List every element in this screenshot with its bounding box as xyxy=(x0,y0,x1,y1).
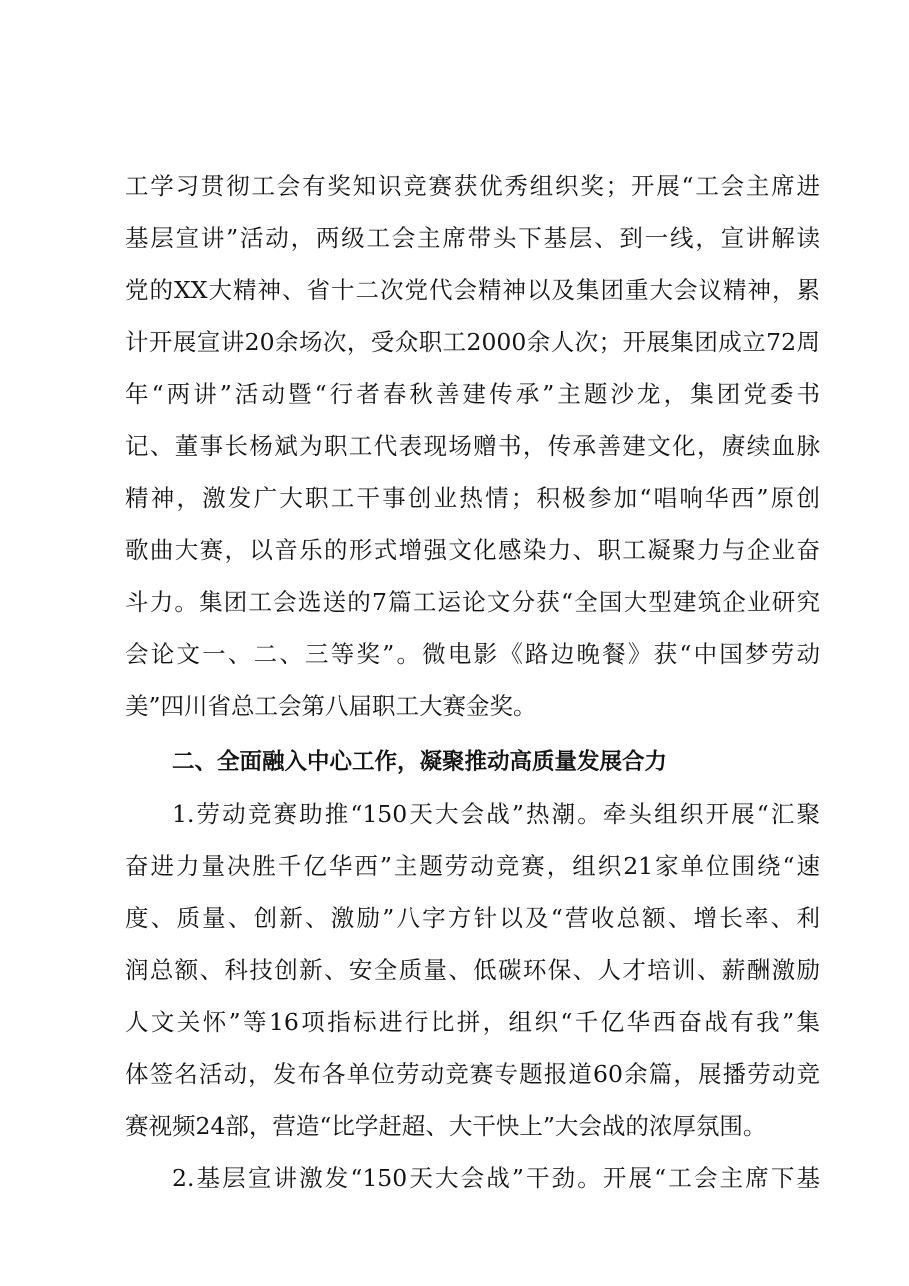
document-body xyxy=(125,160,825,1204)
text-line: 工学习贯彻工会有奖知识竞赛获优秀组织奖；开展“工会主席进 xyxy=(125,172,820,200)
text-line: 年“两讲”活动暨“行者春秋善建传承”主题沙龙，集团党委书 xyxy=(125,380,820,408)
text-line: 基层宣讲”活动，两级工会主席带头下基层、到一线，宣讲解读 xyxy=(125,224,820,252)
paragraph-awards xyxy=(125,160,825,732)
text-line: 斗力。集团工会选送的7篇工运论文分获“全国大型建筑企业研究 xyxy=(125,588,820,616)
text-line: 精神，激发广大职工干事创业热情；积极参加“唱响华西”原创 xyxy=(125,484,820,512)
text-line: 歌曲大赛，以音乐的形式增强文化感染力、职工凝聚力与企业奋 xyxy=(125,536,820,564)
paragraph-labor-competition xyxy=(125,788,825,1152)
text-line: 体签名活动，发布各单位劳动竞赛专题报道60余篇，展播劳动竞 xyxy=(125,1060,820,1088)
text-line: 会论文一、二、三等奖”。微电影《路边晚餐》获“中国梦劳动 xyxy=(125,640,820,668)
text-line: 党的XX大精神、省十二次党代会精神以及集团重大会议精神，累 xyxy=(125,276,820,304)
text-line: 润总额、科技创新、安全质量、低碳环保、人才培训、薪酬激励 xyxy=(125,956,820,984)
paragraph-grassroots-lecture xyxy=(125,1152,825,1204)
text-line: 度、质量、创新、激励”八字方针以及“营收总额、增长率、利 xyxy=(125,904,820,932)
text-line: 人文关怀”等16项指标进行比拼，组织“千亿华西奋战有我”集 xyxy=(125,1008,820,1036)
text-line: 计开展宣讲20余场次，受众职工2000余人次；开展集团成立72周 xyxy=(125,328,820,356)
section-heading: 二、全面融入中心工作，凝聚推动高质量发展合力 xyxy=(172,749,668,775)
text-line: 奋进力量决胜千亿华西”主题劳动竞赛，组织21家单位围绕“速 xyxy=(125,852,820,880)
text-line: 美”四川省总工会第八届职工大赛金奖。 xyxy=(125,692,537,720)
text-line: 记、董事长杨斌为职工代表现场赠书，传承善建文化，赓续血脉 xyxy=(125,432,820,460)
text-line: 1.劳动竞赛助推“150天大会战”热潮。牵头组织开展“汇聚 xyxy=(172,800,820,828)
text-line: 2.基层宣讲激发“150天大会战”干劲。开展“工会主席下基 xyxy=(172,1164,820,1192)
text-line: 赛视频24部，营造“比学赶超、大干快上”大会战的浓厚氛围。 xyxy=(125,1112,767,1140)
